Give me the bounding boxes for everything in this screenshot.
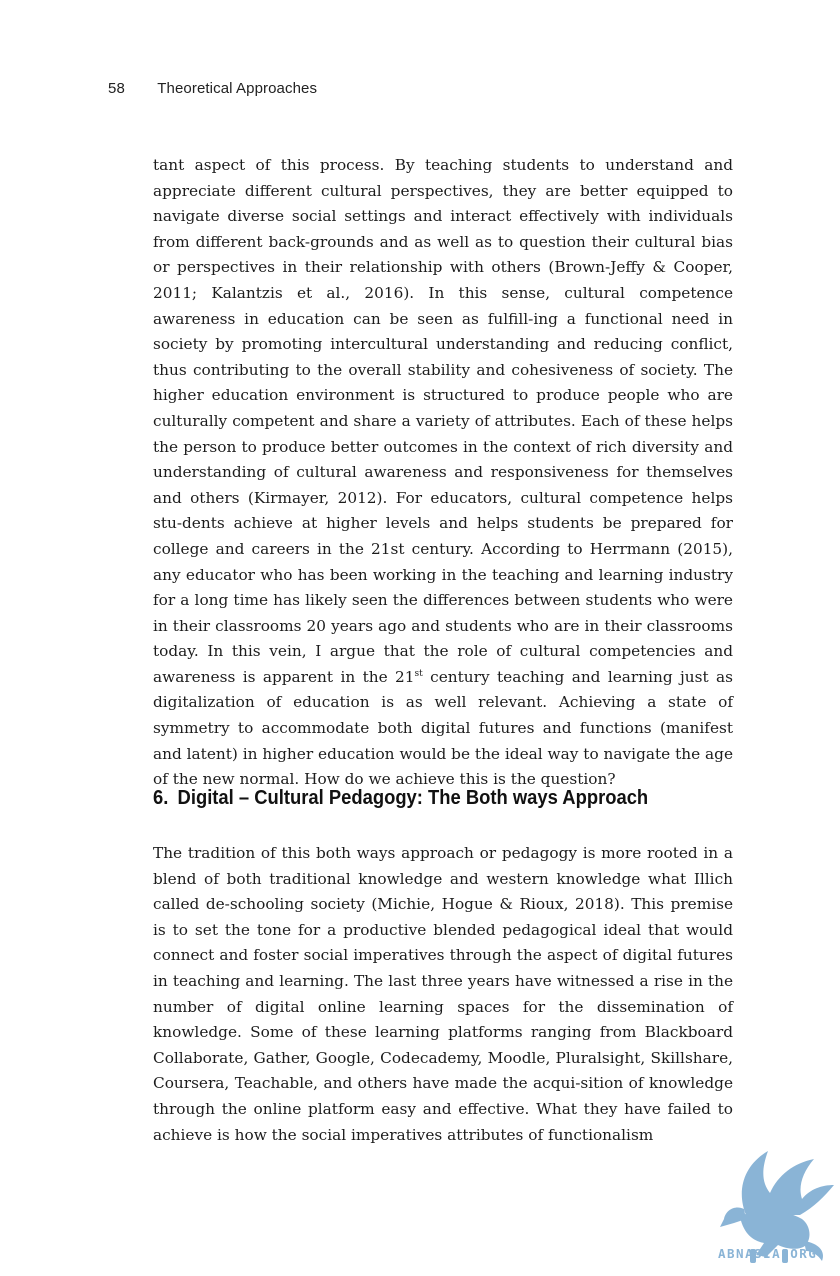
section-heading	[153, 787, 648, 810]
paragraph-1-continued: century teaching and learning just as digitalization of education is as well relevant. Achieving a state of symmetry to accommodate both digital futures and functions (manifest and latent) in higher education would be the ideal way to navigate the age of the new normal. How do we achieve this is the question?	[153, 667, 734, 789]
body-paragraph-2	[153, 841, 733, 1148]
section-number: 6.	[153, 787, 169, 809]
page-header	[108, 80, 317, 97]
paragraph-2-text: The tradition of this both ways approach or pedagogy is more rooted in a blend of both traditional knowledge and western knowledge what Illich called de-schooling society (Michie, Hogue & Rioux, 2018). This premise is to set the tone for a productive blended pedagogical ideal that would connect and foster social imperatives through the aspect of digital futures in teaching and learning. The last three years have witnessed a rise in the number of digital online learning spaces for the dissemination of knowledge. Some of these learning platforms ranging from Blackboard Collaborate, Gather, Google, Codecademy, Moodle, Pluralsight, Skillshare, Coursera, Teachable, and others have made the acqui-sition of knowledge through the online platform easy and effective. What they have failed to achieve is how the social imperatives attributes of functionalism	[153, 844, 733, 1144]
paragraph-1-text: tant aspect of this process. By teaching students to understand and appreciate different cultural perspectives, they are better equipped to navigate diverse social settings and interact effectively with individuals from different back-grounds and as well as to question their cultural bias or perspectives in their relationship with others (Brown-Jeffy & Cooper, 2011; Kalantzis et al., 2016). In this sense, cultural competence awareness in education can be seen as fulfill-ing a functional need in society by promoting intercultural understanding and reducing conflict, thus contributing to the overall stability and cohesiveness of society. The higher education environment is structured to produce people who are culturally competent and share a variety of attributes. Each of these helps the person to produce better outcomes in the context of rich diversity and understanding of cultural awareness and responsiveness for themselves and others (Kirmayer, 2012). For educators, cultural competence helps stu-dents achieve at higher levels and helps students be prepared for college and careers in the 21st century. According to Herrmann (2015), any educator who has been working in the teaching and learning industry for a long time has likely seen the differences between students who were in their classrooms 20 years ago and students who are in their classrooms today. In this vein, I argue that the role of cultural competencies and awareness is apparent in the 21	[153, 156, 733, 686]
ordinal-superscript: st	[414, 668, 423, 679]
running-title: Theoretical Approaches	[157, 80, 318, 97]
body-paragraph-1	[153, 153, 733, 793]
section-title: Digital – Cultural Pedagogy: The Both ways Approach	[177, 787, 649, 809]
page-number: 58	[108, 80, 125, 97]
watermark-text: ABNASIA.ORG	[718, 1246, 818, 1261]
